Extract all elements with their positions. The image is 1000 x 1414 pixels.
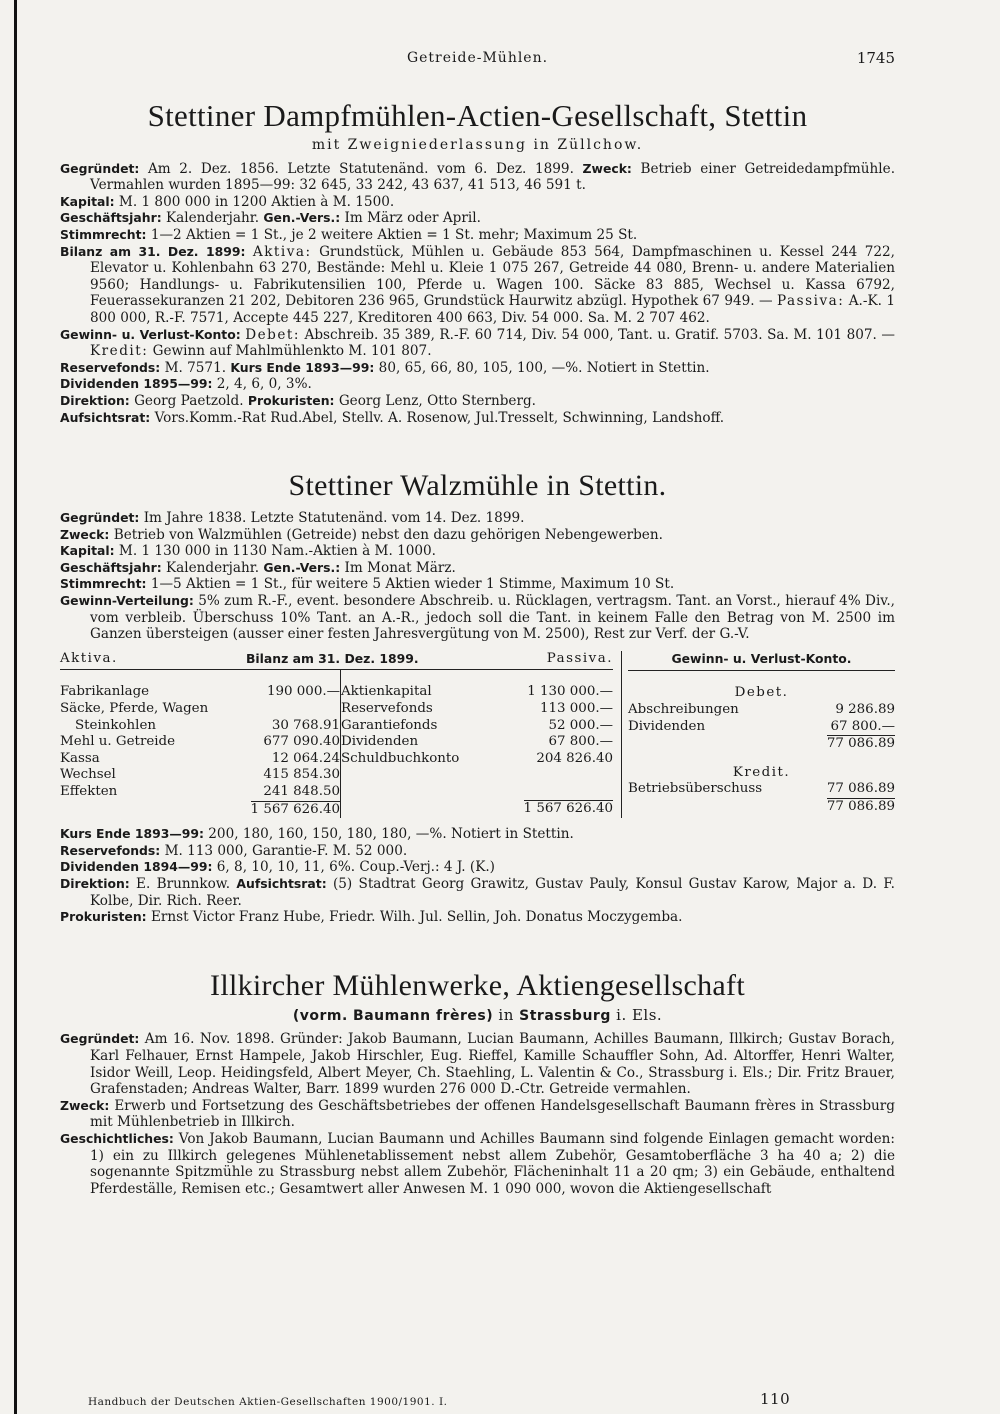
guv-table <box>621 651 895 818</box>
bilanz-title: Bilanz am 31. Dez. 1899. <box>245 650 419 666</box>
entry-aufsichtsrat <box>60 410 895 427</box>
entry-label: Gen.-Vers.: <box>263 559 341 575</box>
section-title: Getreide-Mühlen. <box>406 50 549 66</box>
entry-text: Von Jakob Baumann, Lucian Baumann und Achilles Baumann sind folgende Einlagen gemacht worden: 1) ein zu Illkirch gelegenes Mühlenetablissement nebst allem Zubehör, Gesamtoberfläche 3 ha 40 a; 2) die sogenannte Spitzmühle zu Strassburg nebst allem Zubehör, Flächeninhalt 11 a 20 qm; 3) ein Gebäude, enthaltend Pferdeställe, Remisen etc.; Gesamtwert aller Anwesen M. 1 090 000, wovon die Aktiengesellschaft <box>90 1130 895 1197</box>
balance-sheet <box>60 651 895 818</box>
company-subtitle: mit Zweigniederlassung in Züllchow. <box>311 137 644 153</box>
entry-label: Geschäftsjahr: <box>60 210 162 226</box>
entry-label: Gegründet: <box>60 510 140 526</box>
row-name: Fabrikanlage <box>60 684 150 700</box>
row-amount: 1 130 000.— <box>527 684 613 700</box>
kredit-total-row <box>628 798 895 816</box>
entry-label: Prokuristen: <box>247 392 335 408</box>
kredit-label: Kredit. <box>732 764 791 780</box>
entry-label: Prokuristen: <box>60 909 147 925</box>
running-head <box>60 50 895 76</box>
entry-label: Dividenden 1894—99: <box>60 859 213 875</box>
table-row <box>60 684 340 701</box>
table-row <box>628 702 895 719</box>
row-name: Effekten <box>60 784 118 799</box>
row-amount: 677 090.40 <box>263 734 340 750</box>
entry-label: Zweck: <box>60 526 110 542</box>
row-amount: 113 000.— <box>539 701 613 717</box>
row-name: Garantiefonds <box>341 717 438 733</box>
passiva-total: 1 567 626.40 <box>523 801 613 817</box>
entry-spaced-label: Passiva: <box>777 293 845 310</box>
entry-label: Aufsichtsrat: <box>60 409 151 425</box>
entry-text: Kalenderjahr. <box>166 559 260 576</box>
entry-text: M. 113 000, Garantie-F. M. 52 000. <box>164 842 408 859</box>
entry-label: Gen.-Vers.: <box>263 210 341 226</box>
entry-label: Stimmrecht: <box>60 226 147 242</box>
subtitle-name: Baumann frères) <box>353 1007 494 1024</box>
entry-label: Reservefonds: <box>60 359 161 375</box>
debet-label: Debet. <box>734 685 789 701</box>
entry-direktion <box>60 393 895 410</box>
company-title: Illkircher Mühlenwerke, Aktiengesellschaft <box>210 968 745 1002</box>
bilanz-header <box>60 651 613 671</box>
entry-text: Im März oder April. <box>344 210 481 227</box>
entry-kapital <box>60 194 895 211</box>
guv-header <box>628 651 895 672</box>
entry-text: M. 1 130 000 in 1130 Nam.-Aktien à M. 1000. <box>118 543 437 560</box>
entry-label: Zweck: <box>60 1097 110 1113</box>
row-name: Säcke, Pferde, Wagen <box>60 701 209 717</box>
entry-reservefonds <box>60 843 895 860</box>
entry-spaced-label: Kredit: <box>90 343 149 360</box>
entry-text: 5% zum R.-F., event. besondere Abschreib. u. Rücklagen, vertragsm. Tant. an Vorst., hierauf 4% Div., vom verbleib. Überschuss 10% Tant. an A.-R., jedoch soll die Tant. in keinem Falle den Betrag von M. 2500 im Ganzen übersteigen (ausser einer festen Jahresvergütung von M. 2500), Rest zur Verf. der G.-V. <box>90 593 895 643</box>
entry-text: E. Brunnkow. <box>136 875 231 892</box>
page-edge <box>14 0 17 1414</box>
footer-text: Handbuch der Deutschen Aktien-Gesellschaften 1900/1901. I. <box>88 1396 448 1408</box>
row-amount: 241 848.50 <box>263 784 340 799</box>
table-row <box>60 767 340 784</box>
company-title: Stettiner Dampfmühlen-Actien-Gesellschaft, Stettin <box>147 98 808 133</box>
row-amount: 9 286.89 <box>835 702 895 718</box>
entry-text: 2, 4, 6, 0, 3%. <box>216 376 312 393</box>
entry-label: Kurs Ende 1893—99: <box>230 359 375 375</box>
row-name: Reservefonds <box>341 701 433 717</box>
entry-dividenden <box>60 376 895 393</box>
entry-label: Gegründet: <box>60 1031 140 1047</box>
entry-gewinn-verlust <box>60 327 895 360</box>
entry-text: Ernst Victor Franz Hube, Friedr. Wilh. Jul. Sellin, Joh. Donatus Moczygemba. <box>150 909 683 926</box>
entry-text: A.-K. 1 800 000, R.-F. 7571, Accepte 445 227, Kreditoren 400 663, Div. 54 000. Sa. M. 2 707 462. <box>90 293 895 326</box>
table-row <box>60 701 340 718</box>
table-row <box>628 719 895 736</box>
entry-text: Erwerb und Fortsetzung des Geschäftsbetriebes der offenen Handelsgesellschaft Baumann frères in Strassburg mit Mühlenbetrieb in Illkirch. <box>90 1097 895 1131</box>
entry-label: Kurs Ende 1893—99: <box>60 826 204 842</box>
entry-label: Zweck: <box>582 160 632 176</box>
guv-title: Gewinn- u. Verlust-Konto. <box>671 650 852 666</box>
entry-label: Direktion: <box>60 392 130 408</box>
entry-text: M. 1 800 000 in 1200 Aktien à M. 1500. <box>118 193 395 210</box>
entry-stimmrecht <box>60 576 895 593</box>
entry-text: Georg Lenz, Otto Sternberg. <box>338 392 536 409</box>
entry-text: 6, 8, 10, 10, 11, 6%. Coup.-Verj.: 4 J. (K.) <box>216 859 495 876</box>
entry-label: Direktion: <box>60 875 130 891</box>
entry-kapital <box>60 543 895 560</box>
entry-label: Bilanz am 31. Dez. 1899: <box>60 243 246 259</box>
row-amount: 190 000.— <box>266 684 340 700</box>
table-row <box>341 684 613 701</box>
page-content <box>60 50 895 1197</box>
debet-total: 77 086.89 <box>826 736 895 752</box>
entry-label: Dividenden 1895—99: <box>60 376 213 392</box>
page-number: 1745 <box>856 49 895 67</box>
entry-label: Reservefonds: <box>60 842 161 858</box>
entry-label: Gewinn-Verteilung: <box>60 593 194 609</box>
passiva-total-row <box>341 800 613 818</box>
entry-text: (5) Stadtrat Georg Grawitz, Gustav Pauly, Konsul Gustav Karow, Major a. D. F. Kolbe, Dir. Rich. Reer. <box>90 875 895 909</box>
table-row <box>341 701 613 718</box>
entry-text: Im Monat März. <box>344 559 456 576</box>
table-row <box>628 781 895 798</box>
entry-zweck <box>60 527 895 544</box>
table-row <box>60 734 340 751</box>
aktiva-column <box>60 670 341 818</box>
entry-label: Stimmrecht: <box>60 576 147 592</box>
row-amount: 204 826.40 <box>536 750 613 766</box>
page-footer <box>88 1390 791 1408</box>
row-amount: 67 800.— <box>830 718 895 734</box>
row-amount: 12 064.24 <box>271 750 340 766</box>
row-name: Abschreibungen <box>628 702 739 718</box>
table-row <box>341 734 613 751</box>
row-name: Steinkohlen <box>75 717 157 733</box>
entry-geschaeftsjahr <box>60 560 895 577</box>
aktiva-total-row <box>60 801 340 819</box>
entry-spaced-label: Aktiva: <box>252 243 312 260</box>
entry-text: Am 2. Dez. 1856. Letzte Statutenänd. vom 6. Dez. 1899. <box>147 160 574 177</box>
row-name: Dividenden <box>628 718 706 734</box>
entry-bilanz <box>60 244 895 327</box>
entry-spaced-label: Debet: <box>245 326 300 343</box>
entry-label: Gegründet: <box>60 160 140 176</box>
entry-text: Gewinn auf Mahlmühlenkto M. 101 807. <box>152 343 432 360</box>
entry-direktion <box>60 876 895 909</box>
entry-text: Betrieb einer Getreidedampfmühle. Vermahlen wurden 1895—99: 32 645, 33 242, 43 637, 41 513, 46 591 t. <box>90 160 896 194</box>
row-name: Dividenden <box>341 734 419 750</box>
table-row <box>341 751 613 768</box>
entry-dividenden <box>60 859 895 876</box>
entry-text: Grundstück, Mühlen u. Gebäude 853 564, Dampfmaschinen u. Kessel 244 722, Elevator u. Kohlenbahn 63 270, Bestände: Mehl u. Kleie 1 075 267, Getreide 44 080, Brenn- u. andere Materialien 9560; Handlungs- u. Fabrikutensilien 100, Pferde u. Wagen 100. Säcke 83 885, Wechsel u. Kassa 6792, Feuerassekuranzen 21 202, Debitoren 236 965, Grundstück Haurwitz abzügl. Hypothek 67 949. — <box>90 243 896 310</box>
entry-label: Aufsichtsrat: <box>236 875 327 891</box>
entry-text: 1—2 Aktien = 1 St., je 2 weitere Aktien = 1 St. mehr; Maximum 25 St. <box>150 226 638 243</box>
entry-text: Kalenderjahr. <box>166 210 260 227</box>
entry-text: Betrieb von Walzmühlen (Getreide) nebst den dazu gehörigen Nebengewerben. <box>113 526 663 543</box>
entry-zweck <box>60 1098 895 1131</box>
entry-label: Geschäftsjahr: <box>60 559 162 575</box>
row-amount: 52 000.— <box>548 717 613 733</box>
table-row <box>60 718 340 735</box>
entry-text: 1—5 Aktien = 1 St., für weitere 5 Aktien wieder 1 Stimme, Maximum 10 St. <box>150 576 675 593</box>
entry-prokuristen <box>60 909 895 926</box>
row-amount: 77 086.89 <box>826 781 895 797</box>
row-name: Aktienkapital <box>341 684 432 700</box>
entry-text: Vors.Komm.-Rat Rud.Abel, Stellv. A. Rosenow, Jul.Tresselt, Schwinning, Landshoff. <box>154 409 725 426</box>
aktiva-total: 1 567 626.40 <box>250 801 340 817</box>
entry-reservefonds <box>60 360 895 377</box>
entry-stimmrecht <box>60 227 895 244</box>
entry-text: 200, 180, 160, 150, 180, 180, —%. Notiert in Stettin. <box>208 826 574 843</box>
table-row <box>60 784 340 801</box>
entry-text: M. 7571. <box>164 359 227 376</box>
entry-geschaeftsjahr <box>60 210 895 227</box>
entry-label: Gewinn- u. Verlust-Konto: <box>60 326 241 342</box>
passiva-column <box>341 670 613 818</box>
kredit-total: 77 086.89 <box>826 799 895 814</box>
entry-text: 80, 65, 66, 80, 105, 100, —%. Notiert in Stettin. <box>378 359 710 376</box>
company-title: Stettiner Walzmühle in Stettin. <box>288 469 667 503</box>
entry-gegruendet <box>60 510 895 527</box>
subtitle-rest: i. Els. <box>616 1005 663 1024</box>
entry-label: Kapital: <box>60 543 115 559</box>
entry-gegruendet <box>60 161 895 194</box>
table-row <box>341 718 613 735</box>
entry-gewinn-verteilung <box>60 593 895 643</box>
subtitle-open: (vorm. <box>292 1007 348 1024</box>
signature-mark: 110 <box>760 1390 791 1408</box>
entry-label: Kapital: <box>60 193 115 209</box>
bilanz-table <box>60 651 613 818</box>
row-name: Kassa <box>60 750 100 766</box>
entry-label: Geschichtliches: <box>60 1130 174 1146</box>
row-amount: 415 854.30 <box>263 767 340 783</box>
row-name: Schuldbuchkonto <box>341 750 460 766</box>
row-name: Betriebsüberschuss <box>628 781 763 797</box>
debet-total-row <box>628 735 895 753</box>
entry-text: Im Jahre 1838. Letzte Statutenänd. vom 14. Dez. 1899. <box>143 510 525 527</box>
row-name: Mehl u. Getreide <box>60 734 176 750</box>
aktiva-label: Aktiva. <box>60 650 118 666</box>
bilanz-columns <box>60 670 613 818</box>
row-amount: 67 800.— <box>548 734 613 750</box>
row-name: Wechsel <box>60 767 116 783</box>
passiva-label: Passiva. <box>546 650 613 666</box>
entry-text: Abschreib. 35 389, R.-F. 60 714, Div. 54 000, Tant. u. Gratif. 5703. Sa. M. 101 807. — <box>304 326 895 343</box>
company-subtitle <box>60 1007 895 1025</box>
entry-gegruendet <box>60 1031 895 1097</box>
entry-text: Georg Paetzold. <box>134 392 244 409</box>
entry-text: Am 16. Nov. 1898. Gründer: Jakob Baumann, Lucian Baumann, Achilles Baumann, Illkirch; Gustav Borach, Karl Felhauer, Ernst Hampele, Jakob Hirschler, Eug. Rieffel, Kamille Schauffler Sohn, Ad. Altorffer, Henri Walter, Isidor Weill, Leop. Heidingsfeld, Albert Meyer, Ch. Staehling, L. Valentin & Co., Strassburg i. Els.; Dir. Fritz Brauer, Grafenstaden; Andreas Walter, Barr. 1899 wurden 276 000 D.-Ctr. Getreide vermahlen. <box>90 1031 895 1098</box>
row-amount: 30 768.91 <box>271 717 340 733</box>
entry-kurs <box>60 826 895 843</box>
subtitle-in: in <box>498 1005 514 1024</box>
table-row <box>60 751 340 768</box>
entry-geschichtliches <box>60 1131 895 1197</box>
subtitle-city: Strassburg <box>519 1007 611 1024</box>
